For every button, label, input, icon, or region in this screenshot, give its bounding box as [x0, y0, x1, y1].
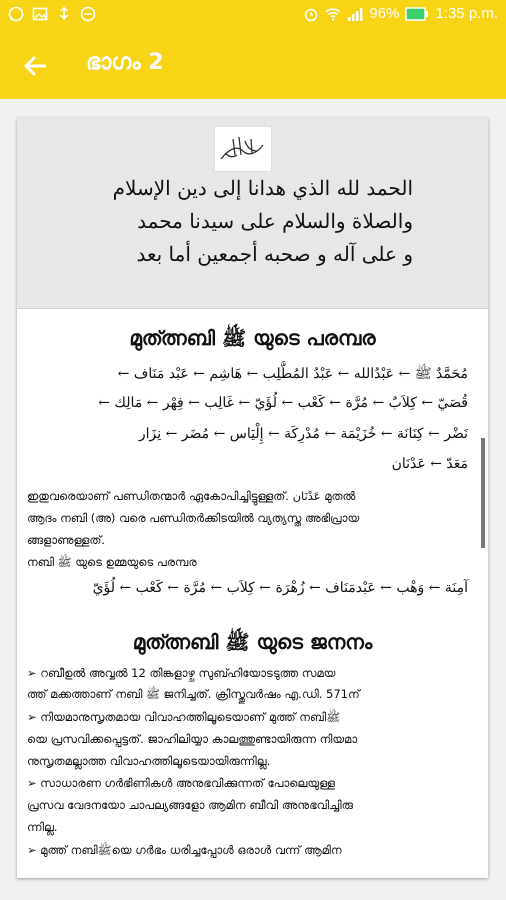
birth-text-line-9: ➢ മുത്ത് നബിﷺയെ ഗർഭം ധരിച്ചപ്പോൾ ഒരാൾ വന്ന് ആമിന	[27, 843, 342, 857]
battery-percent: 96%	[369, 5, 400, 22]
app-bar	[0, 32, 506, 99]
usb-icon	[56, 6, 72, 22]
intro-section	[17, 118, 488, 308]
birth-text-line-8: ന്നില്ല.	[27, 820, 58, 834]
divider	[17, 308, 488, 309]
status-bar	[0, 0, 506, 32]
lineage-line-3: نَضْر ← كِنَانَة ← خُزَيْمَة ← مُدْرِكَة ← إِلْيَاس ← مُضَر ← نِزَار	[138, 426, 468, 442]
birth-text-line-3: ➢ നിയമാനുസൃതമായ വിവാഹത്തിലൂടെയാണ് മുത്ത് നബിﷺ	[27, 710, 341, 724]
bismillah-calligraphy	[214, 126, 272, 172]
scrollbar[interactable]	[481, 438, 485, 548]
birth-text-line-5: നുസൃതമല്ലാത്ത വിവാഹത്തിലൂടെയായിരുന്നില്ല.	[27, 754, 271, 768]
clock: 1:35 p.m.	[435, 5, 498, 22]
arabic-intro-line-1: الحمد لله الذي هدانا إلى دين الإسلام	[112, 176, 413, 200]
wifi-icon	[325, 6, 341, 22]
whatsapp-icon	[8, 6, 24, 22]
birth-text-line-2: ത്ത് മക്കത്താണ് നബി ﷺ ജനിച്ചത്. ക്രിസ്തുവർഷം എ.ഡി. 571ന്	[27, 687, 360, 701]
page-title: ഭാഗം 2	[86, 50, 164, 75]
birth-text-line-4: യെ പ്രസവിക്കപ്പെട്ടത്. ജാഹിലിയ്യാ കാലത്തുണ്ടായിരുന്ന നിയമാ	[27, 732, 358, 746]
arabic-intro-line-3: و على آله و صحبه أجمعين أما بعد	[136, 242, 413, 266]
heading-lineage: മുത്ത്നബി ﷺ യുടെ പരമ്പര	[129, 326, 376, 350]
blocked-icon	[80, 6, 96, 22]
back-arrow-icon[interactable]	[22, 52, 50, 80]
birth-text-line-6: ➢ സാധാരണ ഗർഭിണികൾ അനുഭവിക്കുന്നത് പോലെയുള്ള	[27, 776, 335, 790]
birth-text-line-1: ➢ റബീഉൽ അവ്വൽ 12 തിങ്കളാഴ്ച സുബ്ഹിയോടടുത്ത സമയ	[27, 666, 336, 680]
image-icon	[32, 6, 48, 22]
lineage-line-4: مَعَدّ ← عَدْنَان	[391, 456, 468, 472]
paragraph-line-2: ആദം നബി (അ) വരെ പണ്ഡിതർക്കിടയിൽ വ്യത്യസ്ത അഭിപ്രായ	[27, 511, 360, 525]
content-card[interactable]	[17, 118, 488, 878]
lineage-line-1: مُحَمَّدٌ ﷺ ← عَبْدُالله ← عَبْدُ المُطَّلِب ← هَاشِم ← عَبْد مَنَاف ←	[117, 366, 468, 382]
lineage-line-2: قُصَيّ ← كِلاَبٌ ← مُرَّة ← كَعْب ← لُؤَيّ ← غَالِب ← فِهْر ← مَالِك ←	[98, 395, 468, 411]
alarm-icon	[303, 6, 319, 22]
heading-birth: മുത്ത്നബി ﷺ യുടെ ജനനം	[132, 630, 373, 654]
mother-lineage-heading: നബി ﷺ യുടെ ഉമ്മയുടെ പരമ്പര	[27, 555, 197, 569]
battery-icon	[405, 7, 429, 21]
arabic-intro-line-2: والصلاة والسلام على سيدنا محمد	[137, 209, 413, 233]
signal-icon	[347, 6, 363, 22]
birth-text-line-7: പ്രസവ വേദനയോ ചാപല്യങ്ങളോ ആമിന ബീവി അനുഭവിച്ചിരു	[27, 798, 353, 812]
paragraph-line-1: ഇതുവരെയാണ് പണ്ഡിതന്മാർ ഏകോപിച്ചിട്ടുള്ളത്. عَدْنَان മുതൽ	[27, 489, 356, 503]
paragraph-line-3: ങ്ങളാണുള്ളത്.	[27, 533, 105, 547]
mother-lineage: آمِنَة ← وَهْب ← عَبْدمَنَاف ← زُهْرَة ← كِلاَب ← مُرَّة ← كَعْب ← لُؤَيّ	[92, 580, 468, 596]
